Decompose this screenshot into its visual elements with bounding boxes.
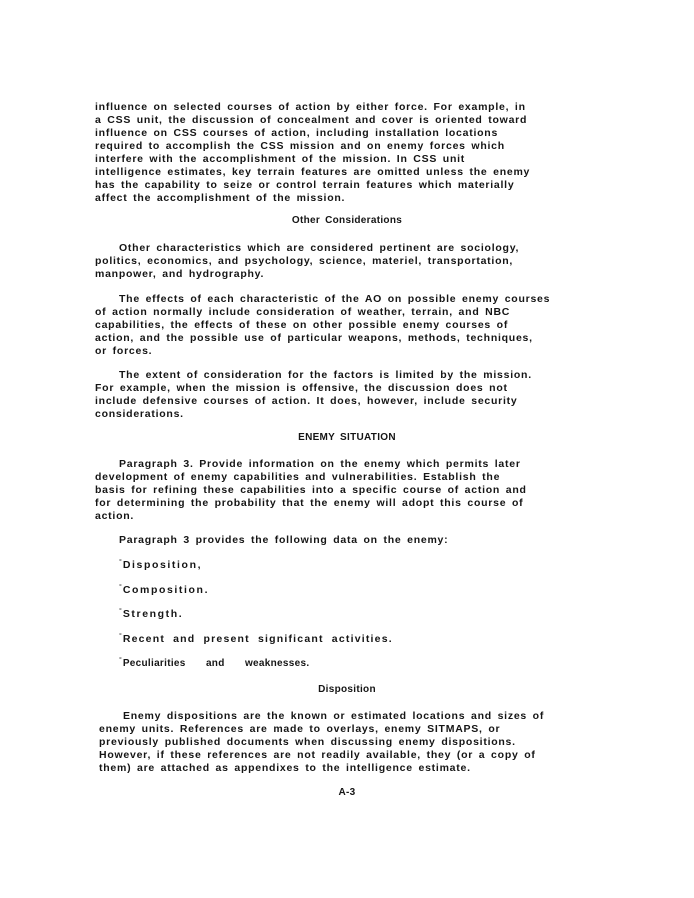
list-item <box>119 658 309 671</box>
bullet-mark: ° <box>119 657 122 664</box>
text-line: affect the accomplishment of the mission. <box>95 192 346 204</box>
text-line: manpower, and hydrography. <box>95 268 265 280</box>
list-item-text: Strength. <box>122 608 184 620</box>
text-line: Enemy dispositions are the known or estimated locations and sizes of <box>123 710 545 722</box>
text-line: capabilities, the effects of these on other possible enemy courses of <box>95 319 509 331</box>
text-line: enemy units. References are made to overlays, enemy SITMAPS, or <box>99 723 501 735</box>
list-item <box>119 633 393 647</box>
text-line: required to accomplish the CSS mission and on enemy forces which <box>95 140 505 152</box>
text-line: for determining the probability that the enemy will adopt this course of <box>95 497 524 509</box>
text-line: politics, economics, and psychology, science, materiel, transportation, <box>95 255 514 267</box>
text-line: action, and the possible use of particular weapons, methods, techniques, <box>95 332 533 344</box>
section-heading-other-considerations: Other Considerations <box>291 215 403 226</box>
text-line: influence on selected courses of action by either force. For example, in <box>95 101 526 113</box>
text-line: Paragraph 3. Provide information on the enemy which permits later <box>119 458 521 470</box>
list-item <box>119 608 183 622</box>
bullet-mark: ° <box>119 633 122 640</box>
section-heading-enemy-situation: ENEMY SITUATION <box>298 432 396 443</box>
text-line: action. <box>95 510 135 522</box>
text-line: intelligence estimates, key terrain features are omitted unless the enemy <box>95 166 531 178</box>
section-heading-disposition: Disposition <box>318 684 376 695</box>
text-line: influence on CSS courses of action, including installation locations <box>95 127 499 139</box>
text-line: include defensive courses of action. It does, however, include security <box>95 395 518 407</box>
text-line: considerations. <box>95 408 184 420</box>
bullet-mark: ° <box>119 608 122 615</box>
text-line: of action normally include consideration of weather, terrain, and NBC <box>95 306 511 318</box>
list-item-text: Disposition, <box>122 559 203 571</box>
text-line: or forces. <box>95 345 153 357</box>
text-line: them) are attached as appendixes to the intelligence estimate. <box>99 762 471 774</box>
bullet-mark: ° <box>119 584 122 591</box>
text-line: a CSS unit, the discussion of concealment and cover is oriented toward <box>95 114 528 126</box>
list-item-text: Recent and present significant activities. <box>122 633 393 645</box>
list-item <box>119 559 202 573</box>
text-line: Other characteristics which are considered pertinent are sociology, <box>119 242 520 254</box>
text-line: development of enemy capabilities and vulnerabilities. Establish the <box>95 471 501 483</box>
text-line: Paragraph 3 provides the following data on the enemy: <box>119 534 449 546</box>
text-line: For example, when the mission is offensive, the discussion does not <box>95 382 508 394</box>
text-line: However, if these references are not readily available, they (or a copy of <box>99 749 536 761</box>
page-number: A-3 <box>338 787 356 798</box>
bullet-mark: ° <box>119 559 122 566</box>
text-line: The effects of each characteristic of the AO on possible enemy courses <box>119 293 551 305</box>
list-item-text: Peculiarities and weaknesses. <box>122 658 310 669</box>
text-line: previously published documents when discussing enemy dispositions. <box>99 736 516 748</box>
text-line: The extent of consideration for the factors is limited by the mission. <box>119 369 532 381</box>
list-item <box>119 584 209 598</box>
text-line: basis for refining these capabilities into a specific course of action and <box>95 484 527 496</box>
text-line: interfere with the accomplishment of the mission. In CSS unit <box>95 153 466 165</box>
text-line: has the capability to seize or control terrain features which materially <box>95 179 515 191</box>
list-item-text: Composition. <box>122 584 210 596</box>
